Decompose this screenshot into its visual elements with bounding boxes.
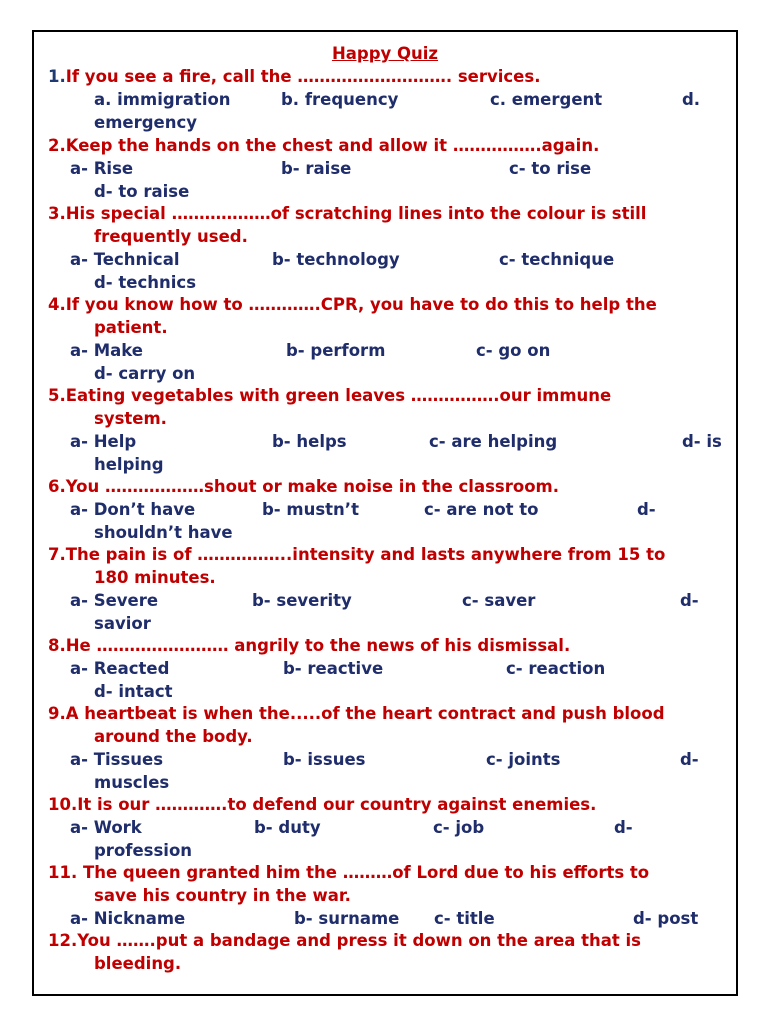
q5-option-a: a- Help	[70, 432, 137, 451]
question-8: 8.He …………………… angrily to the news of his dismissal.	[48, 636, 571, 655]
q9-option-b: b- issues	[283, 750, 366, 769]
question-9: 9.A heartbeat is when the.....of the heart contract and push blood	[48, 704, 665, 723]
q7-option-b: b- severity	[252, 591, 352, 610]
q9-option-d-cont: muscles	[94, 773, 170, 792]
q4-option-b: b- perform	[286, 341, 386, 360]
question-5-cont: system.	[94, 409, 167, 428]
q6-option-c: c- are not to	[424, 500, 539, 519]
q10-option-c: c- job	[433, 818, 485, 837]
q3-option-b: b- technology	[272, 250, 400, 269]
question-3-cont: frequently used.	[94, 227, 248, 246]
q7-option-a: a- Severe	[70, 591, 159, 610]
q11-option-a: a- Nickname	[70, 909, 186, 928]
q7-option-c: c- saver	[462, 591, 536, 610]
question-6: 6.You ………………shout or make noise in the classroom.	[48, 477, 559, 496]
question-11-cont: save his country in the war.	[94, 886, 351, 905]
question-9-cont: around the body.	[94, 727, 253, 746]
q3-option-a: a- Technical	[70, 250, 180, 269]
q10-option-b: b- duty	[254, 818, 321, 837]
q4-option-a: a- Make	[70, 341, 144, 360]
question-12: 12.You …….put a bandage and press it down on the area that is	[48, 931, 641, 950]
q5-option-b: b- helps	[272, 432, 347, 451]
q8-option-c: c- reaction	[506, 659, 606, 678]
question-1-number: 1.	[48, 67, 66, 86]
q2-option-b: b- raise	[281, 159, 352, 178]
q10-option-d-cont: profession	[94, 841, 193, 860]
q9-option-d: d-	[680, 750, 699, 769]
q2-option-c: c- to rise	[509, 159, 592, 178]
q11-option-d: d- post	[633, 909, 699, 928]
quiz-frame	[32, 30, 738, 996]
q9-option-a: a- Tissues	[70, 750, 164, 769]
question-7-cont: 180 minutes.	[94, 568, 216, 587]
q1-option-d-cont: emergency	[94, 113, 197, 132]
q6-option-b: b- mustn’t	[262, 500, 359, 519]
q8-option-a: a- Reacted	[70, 659, 170, 678]
question-10: 10.It is our ………….to defend our country against enemies.	[48, 795, 597, 814]
question-12-cont: bleeding.	[94, 954, 182, 973]
question-7: 7.The pain is of ……………..intensity and lasts anywhere from 15 to	[48, 545, 666, 564]
question-3: 3.His special ………………of scratching lines into the colour is still	[48, 204, 647, 223]
question-1	[48, 65, 540, 88]
question-11: 11. The queen granted him the ………of Lord due to his efforts to	[48, 863, 650, 882]
page-title: Happy Quiz	[331, 44, 439, 63]
q11-option-c: c- title	[434, 909, 495, 928]
q2-option-d: d- to raise	[94, 182, 190, 201]
q5-option-d-cont: helping	[94, 455, 164, 474]
q7-option-d: d-	[680, 591, 699, 610]
q7-option-d-cont: savior	[94, 614, 151, 633]
q9-option-c: c- joints	[486, 750, 561, 769]
q1-option-d: d.	[682, 90, 701, 109]
question-4-cont: patient.	[94, 318, 168, 337]
q8-option-d: d- intact	[94, 682, 173, 701]
q3-option-c: c- technique	[499, 250, 615, 269]
q8-option-b: b- reactive	[283, 659, 384, 678]
q5-option-c: c- are helping	[429, 432, 558, 451]
q10-option-a: a- Work	[70, 818, 142, 837]
q1-option-a: a. immigration	[94, 90, 231, 109]
q5-option-d: d- is	[682, 432, 722, 451]
q2-option-a: a- Rise	[70, 159, 134, 178]
q4-option-d: d- carry on	[94, 364, 196, 383]
q6-option-a: a- Don’t have	[70, 500, 196, 519]
q10-option-d: d-	[614, 818, 633, 837]
q6-option-d: d-	[637, 500, 656, 519]
q6-option-d-cont: shouldn’t have	[94, 523, 233, 542]
question-1-text: If you see a fire, call the ………………………. services.	[65, 67, 541, 86]
question-4: 4.If you know how to ………….CPR, you have to do this to help the	[48, 295, 657, 314]
question-2: 2.Keep the hands on the chest and allow it …………….again.	[48, 136, 600, 155]
question-5: 5.Eating vegetables with green leaves …………….our immune	[48, 386, 612, 405]
q1-option-c: c. emergent	[490, 90, 603, 109]
q11-option-b: b- surname	[294, 909, 400, 928]
q4-option-c: c- go on	[476, 341, 551, 360]
q1-option-b: b. frequency	[281, 90, 399, 109]
q3-option-d: d- technics	[94, 273, 197, 292]
